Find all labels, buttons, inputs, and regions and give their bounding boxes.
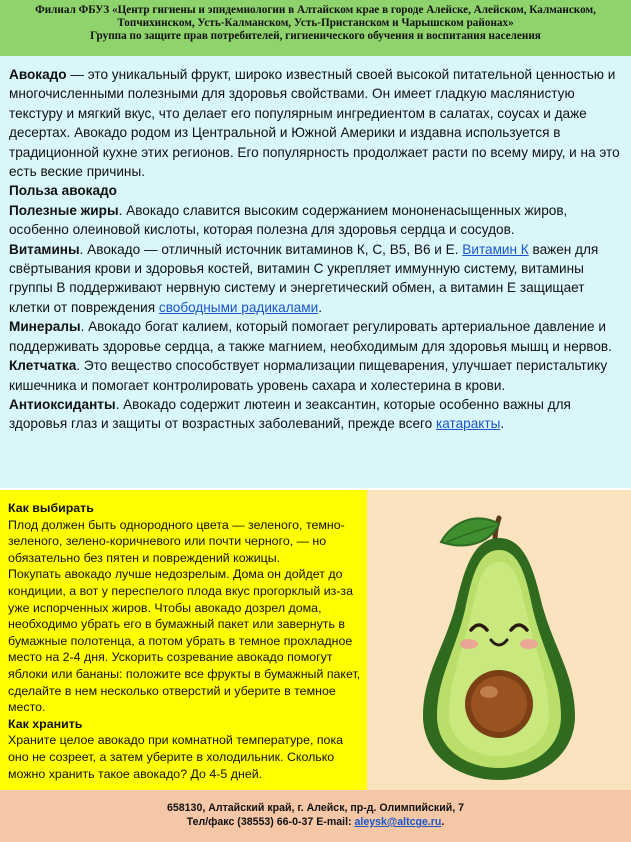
cataract-link[interactable]: катаракты	[436, 416, 501, 432]
benefits-section	[0, 56, 631, 488]
intro-text: — это уникальный фрукт, широко известный своей высокой питательной ценностью и многочисленными полезными для здоровья свойствами. Он имеет гладкую маслянистую текстуру и мягкий вкус, что делает его популярным ингредиентом в салатах, соусах и даже десертах. Авокадо родом из Центральной и Южной Америки и издавна используется в традиционной кухне этих регионов. Его популярность продолжает расти по всему миру, и на это есть веские причины.	[9, 67, 620, 180]
footer-contacts: Тел/факс (38553) 66-0-37 E-mail: aleysk@altcge.ru.	[186, 816, 445, 828]
intro-term: Авокадо	[9, 67, 67, 82]
vitamins-paragraph: Витамины. Авокадо — отличный источник витаминов К, С, В5, В6 и Е. Витамин К важен для свёртывания крови и здоровья костей, витамин С укрепляет иммунную систему, витамины группы В поддерживают нервную систему и энергетический обмен, а витамин Е защищает клетки от повреждения свободными радикалами.	[9, 241, 599, 315]
fats-term: Полезные жиры	[9, 202, 119, 218]
avocado-illustration	[367, 490, 631, 790]
page-footer	[0, 790, 631, 842]
fiber-paragraph: Клетчатка. Это вещество способствует нормализации пищеварения, улучшает перистальтику кишечника и помогает контролировать уровень сахара и холестерина в крови.	[9, 358, 608, 393]
intro-paragraph	[9, 65, 621, 181]
antioxidants-term: Антиоксиданты	[9, 396, 116, 412]
choose-paragraph-2: Покупать авокадо лучше недозрелым. Дома он дойдет до кондиции, а вот у переспелого плода вкус прогорклый из-за уже испорченных жиров. Чтобы авокадо дозрел дома, необходимо убрать его в бумажный пакет или завернуть в бумажные полотенца, а потом убрать в темное прохладное место на 2-4 дня. Ускорить созревание авокадо помогут яблоки или бананы: положите все фрукты в бумажный пакет, сделайте в нем несколько отверстий и уберите в темное место.	[8, 567, 361, 715]
choose-paragraph-1: Плод должен быть однородного цвета — зеленого, темно-зеленого, зелено-коричневого или почти черного, — но обязательно без пятен и повреждений кожицы.	[8, 517, 345, 565]
header-line-1: Филиал ФБУЗ «Центр гигиены и эпидемиологии в Алтайском крае в городе Алейске, Алейском, Калманском,	[35, 4, 596, 16]
right-cheek	[520, 639, 538, 649]
store-paragraph: Храните целое авокадо при комнатной температуре, пока оно не созреет, а затем уберите в холодильник. Сколько можно хранить такое авокадо? До 4-5 дней.	[8, 733, 344, 781]
left-cheek	[460, 639, 478, 649]
fiber-term: Клетчатка	[9, 358, 77, 374]
email-link[interactable]: aleysk@altcge.ru	[354, 816, 442, 828]
header-line-2: Топчихинском, Усть-Калманском, Усть-Пристанском и Чарышском районах»	[117, 17, 514, 29]
minerals-paragraph: Минералы. Авокадо богат калием, который помогает регулировать артериальное давление и поддерживать здоровье сердца, а также магнием, необходимым для здоровья мышц и нервов.	[9, 319, 612, 354]
fats-paragraph	[9, 201, 621, 240]
free-radicals-link[interactable]: свободными радикалами	[158, 299, 319, 315]
choose-store-section	[0, 490, 367, 790]
header-line-3: Группа по защите прав потребителей, гигиенического обучения и воспитания населения	[90, 30, 541, 42]
antioxidants-paragraph: Антиоксиданты. Авокадо содержит лютеин и зеаксантин, которые особенно важны для здоровья глаз и защиты от возрастных заболеваний, прежде всего катаракты.	[9, 396, 571, 432]
vitamins-term: Витамины	[9, 241, 80, 257]
avocado-icon	[367, 490, 631, 790]
minerals-term: Минералы	[9, 319, 81, 335]
footer-address: 658130, Алтайский край, г. Алейск, пр-д. Олимпийский, 7	[166, 802, 464, 814]
page-header	[0, 0, 631, 56]
vitamin-k-link[interactable]: Витамин К	[462, 241, 529, 257]
choose-heading: Как выбирать	[8, 501, 94, 515]
fats-text: . Авокадо славится высоким содержанием мононенасыщенных жиров, особенно олеиновой кислоты, которая полезна для здоровья сердца и сосудов.	[9, 202, 568, 238]
benefits-heading: Польза авокадо	[9, 183, 117, 199]
store-heading: Как хранить	[8, 716, 83, 731]
